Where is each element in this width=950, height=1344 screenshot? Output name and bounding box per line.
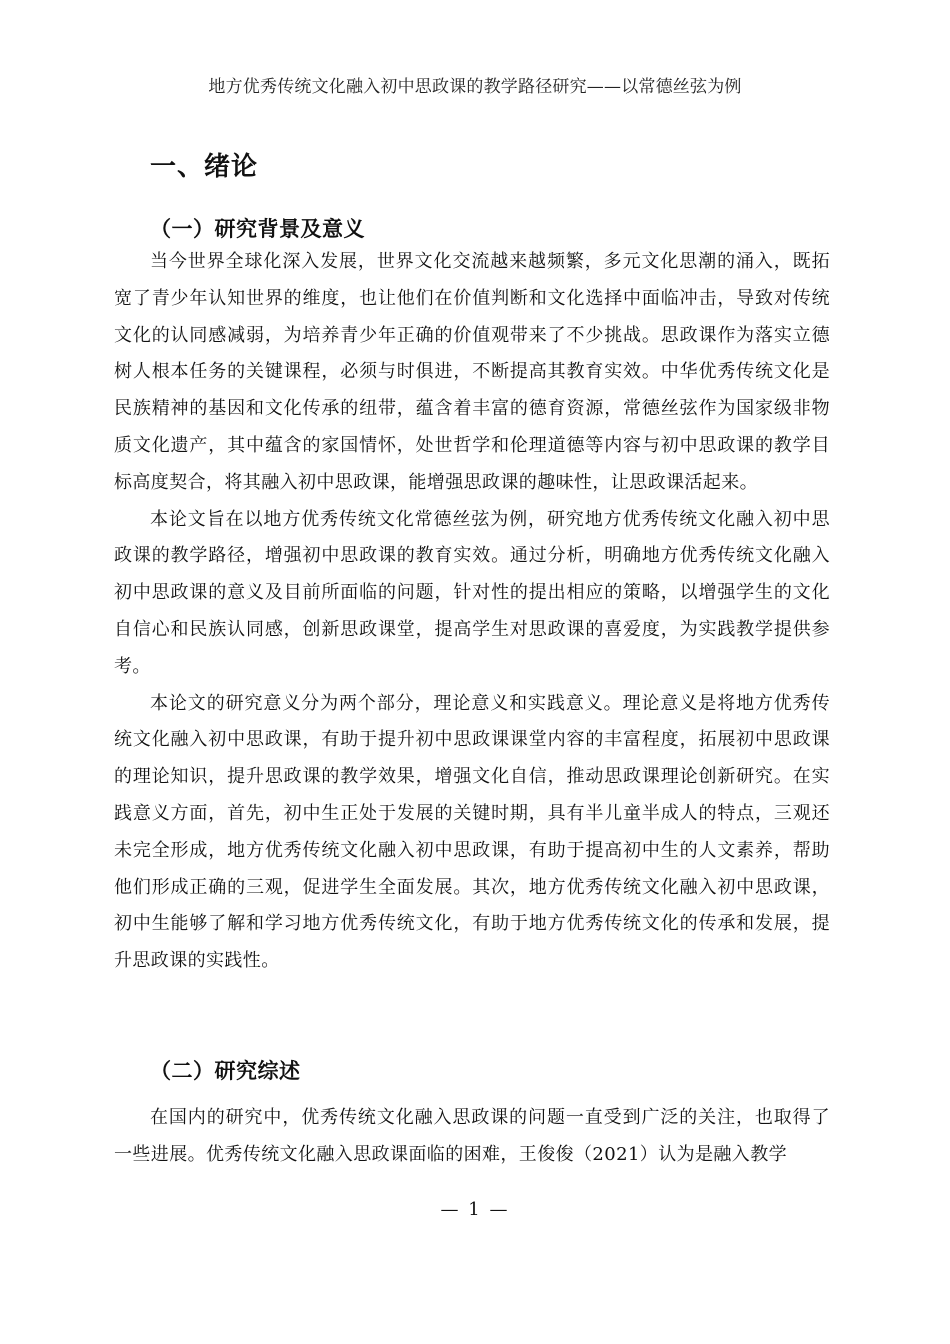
section-heading-review: （二）研究综述 xyxy=(150,1059,301,1083)
page-number: — 1 — xyxy=(440,1199,510,1220)
paragraph: 当今世界全球化深入发展，世界文化交流越来越频繁，多元文化思潮的涌入，既拓宽了青少年认知世界的维度，也让他们在价值判断和文化选择中面临冲击，导致对传统文化的认同感减弱，为培养青少年正确的价值观带来了不少挑战。思政课作为落实立德树人根本任务的关键课程，必须与时俱进，不断提高其教育实效。中华优秀传统文化是民族精神的基因和文化传承的纽带，蕴含着丰富的德育资源，常德丝弦作为国家级非物质文化遗产，其中蕴含的家国情怀，处世哲学和伦理道德等内容与初中思政课的教学目标高度契合，将其融入初中思政课，能增强思政课的趣味性，让思政课活起来。 xyxy=(114,251,830,493)
background-paragraphs xyxy=(114,228,830,980)
running-header: 地方优秀传统文化融入初中思政课的教学路径研究——以常德丝弦为例 xyxy=(208,77,742,97)
section-heading-background: （一）研究背景及意义 xyxy=(150,217,365,241)
paragraph: 本论文的研究意义分为两个部分，理论意义和实践意义。理论意义是将地方优秀传统文化融入初中思政课，有助于提升初中思政课课堂内容的丰富程度，拓展初中思政课的理论知识，提升思政课的教学效果，增强文化自信，推动思政课理论创新研究。在实践意义方面，首先，初中生正处于发展的关键时期，具有半儿童半成人的特点，三观还未完全形成，地方优秀传统文化融入初中思政课，有助于提高初中生的人文素养，帮助他们形成正确的三观，促进学生全面发展。其次，地方优秀传统文化融入初中思政课，初中生能够了解和学习地方优秀传统文化，有助于地方优秀传统文化的传承和发展，提升思政课的实践性。 xyxy=(114,692,830,972)
review-paragraphs xyxy=(114,1100,830,1174)
paragraph: 在国内的研究中，优秀传统文化融入思政课的问题一直受到广泛的关注，也取得了一些进展。优秀传统文化融入思政课面临的困难，王俊俊（2021）认为是融入教学 xyxy=(114,1107,830,1165)
paragraph: 本论文旨在以地方优秀传统文化常德丝弦为例，研究地方优秀传统文化融入初中思政课的教学路径，增强初中思政课的教育实效。通过分析，明确地方优秀传统文化融入初中思政课的意义及目前所面临的问题，针对性的提出相应的策略，以增强学生的文化自信心和民族认同感，创新思政课堂，提高学生对思政课的喜爱度，为实践教学提供参考。 xyxy=(114,508,830,677)
chapter-heading: 一、绪论 xyxy=(150,152,259,182)
